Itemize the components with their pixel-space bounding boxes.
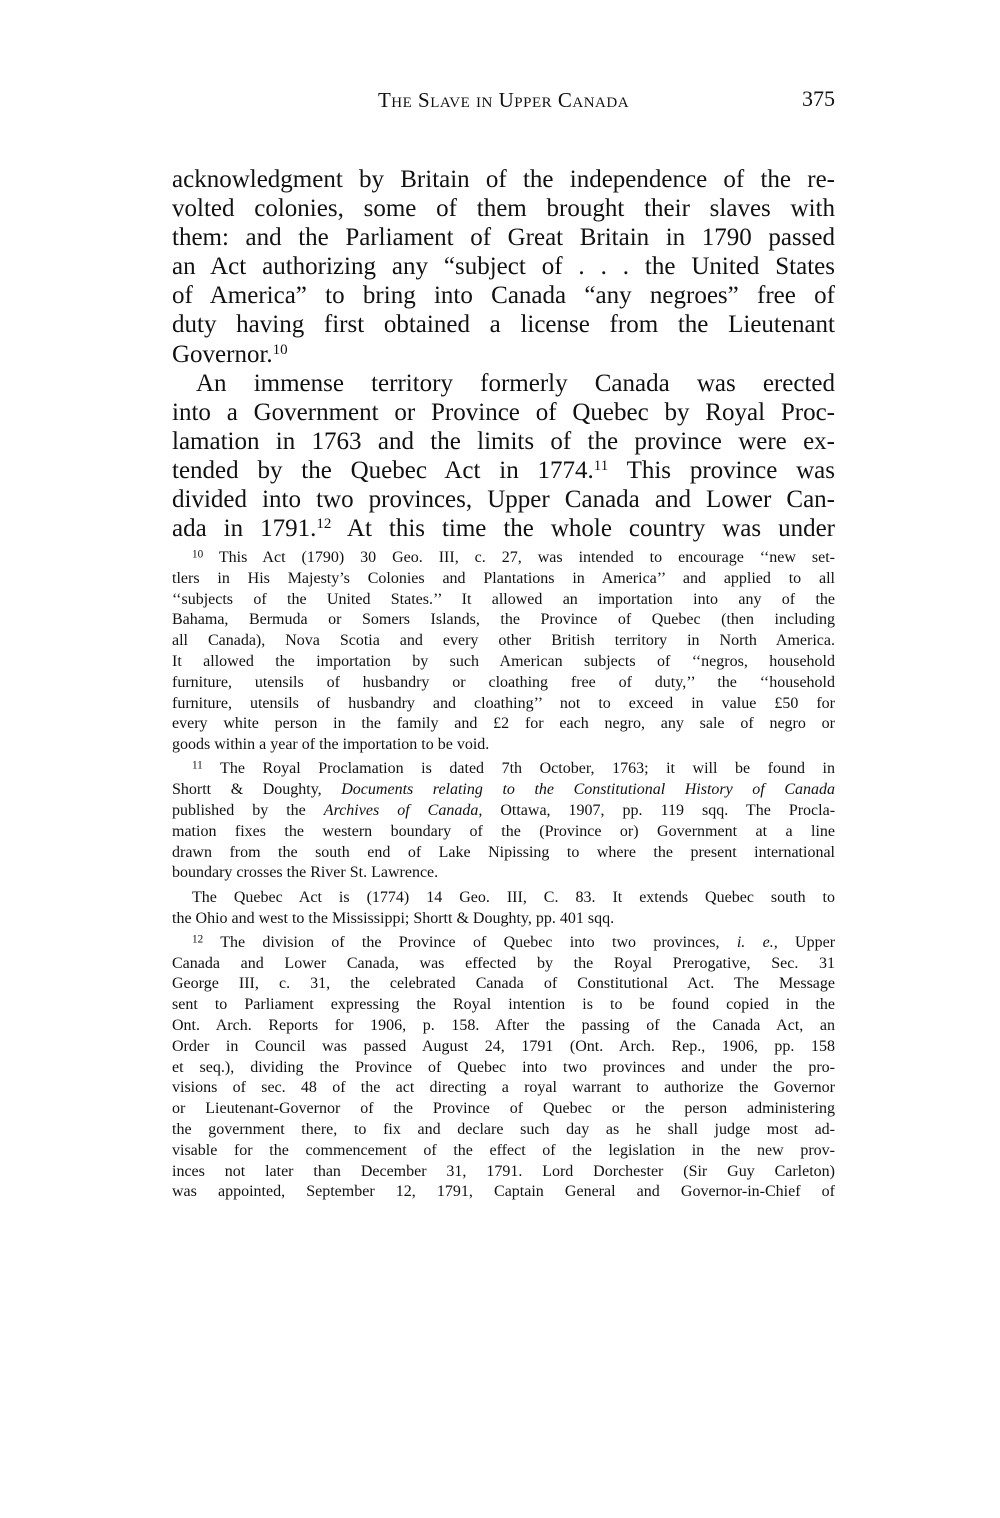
footnote-line: furniture, utensils of husbandry or cloathing free of duty,’’ the ‘‘household bbox=[172, 673, 835, 691]
footnote-paragraph bbox=[172, 933, 835, 1203]
footnote-line: mation fixes the western boundary of the (Province or) Government at a line bbox=[172, 822, 835, 840]
italic-title: i. e., bbox=[736, 933, 778, 951]
footnote-line: It allowed the importation by such American subjects of ‘‘negros, household bbox=[172, 652, 835, 670]
body-line: of America” to bring into Canada “any negroes” free of bbox=[172, 282, 835, 310]
footnote-line: was appointed, September 12, 1791, Captain General and Governor-in-Chief of bbox=[172, 1183, 835, 1201]
body-line: duty having first obtained a license from the Lieutenant bbox=[172, 311, 835, 339]
footnote-line: Canada and Lower Canada, was effected by the Royal Prerogative, Sec. 31 bbox=[172, 954, 835, 972]
footnote-line: visions of sec. 48 of the act directing a royal warrant to authorize the Governor bbox=[172, 1079, 835, 1097]
footnote-line: the government there, to fix and declare such day as he shall judge most ad- bbox=[172, 1121, 835, 1139]
body-line: tended by the Quebec Act in 1774.11 This province was bbox=[172, 456, 835, 484]
footnote-marker: 12 bbox=[192, 933, 204, 946]
italic-title: Archives of Canada, bbox=[323, 802, 483, 820]
footnote-line: Bahama, Bermuda or Somers Islands, the Province of Quebec (then including bbox=[172, 611, 835, 629]
footnote-marker: 11 bbox=[593, 457, 609, 474]
body-text bbox=[172, 165, 835, 543]
italic-title: Documents relating to the Constitutional History of Canada bbox=[341, 781, 835, 799]
footnote-line: boundary crosses the River St. Lawrence. bbox=[172, 864, 439, 882]
running-head bbox=[172, 86, 835, 116]
footnote-line: goods within a year of the importation to be void. bbox=[172, 736, 490, 754]
footnote-line: the Ohio and west to the Mississippi; Shortt & Doughty, pp. 401 sqq. bbox=[172, 909, 615, 927]
footnote-line: George III, c. 31, the celebrated Canada of Constitutional Act. The Message bbox=[172, 975, 835, 993]
footnote-line: Ont. Arch. Reports for 1906, p. 158. After the passing of the Canada Act, an bbox=[172, 1017, 835, 1035]
footnote-marker: 12 bbox=[316, 515, 332, 532]
footnote-line: sent to Parliament expressing the Royal intention is to be found copied in the bbox=[172, 996, 835, 1014]
body-paragraph bbox=[172, 165, 835, 369]
body-line: them: and the Parliament of Great Britain in 1790 passed bbox=[172, 224, 835, 252]
footnote-line: Order in Council was passed August 24, 1791 (Ont. Arch. Rep., 1906, pp. 158 bbox=[172, 1037, 835, 1055]
footnote-paragraph bbox=[172, 759, 835, 884]
footnote-line: all Canada), Nova Scotia and every other British territory in North America. bbox=[172, 632, 835, 650]
footnote-paragraph bbox=[172, 548, 835, 756]
page-number: 375 bbox=[802, 86, 835, 111]
body-line: lamation in 1763 and the limits of the province were ex- bbox=[172, 427, 835, 455]
footnote-line: every white person in the family and £2 for each negro, any sale of negro or bbox=[172, 715, 835, 733]
footnote-line: visable for the commencement of the effect of the legislation in the new prov- bbox=[172, 1141, 835, 1159]
body-line: volted colonies, some of them brought their slaves with bbox=[172, 195, 835, 223]
body-line: divided into two provinces, Upper Canada and Lower Can- bbox=[172, 486, 835, 514]
footnote-line: inces not later than December 31, 1791. Lord Dorchester (Sir Guy Carleton) bbox=[172, 1162, 835, 1180]
body-line: into a Government or Province of Quebec by Royal Proc- bbox=[172, 398, 835, 426]
body-line: Governor.$^{10}$ bbox=[172, 340, 288, 368]
footnote-line: tlers in His Majesty’s Colonies and Plantations in America’’ and applied to all bbox=[172, 569, 835, 587]
footnote-line: furniture, utensils of husbandry and cloathing’’ not to exceed in value £50 for bbox=[172, 694, 835, 712]
footnote-line: Shortt & Doughty, Documents relating to the Constitutional History of Canada bbox=[172, 781, 835, 799]
body-line: acknowledgment by Britain of the independence of the re- bbox=[172, 166, 835, 193]
body-line: an Act authorizing any “subject of . . . the United States bbox=[172, 253, 835, 281]
footnote-line: drawn from the south end of Lake Nipissing to where the present international bbox=[172, 843, 835, 861]
footnote-line: $^{12}$ The division of the Province of Quebec into two provinces, i. e., Upper bbox=[192, 933, 836, 951]
footnote-paragraph bbox=[172, 888, 835, 930]
footnote-line: published by the Archives of Canada, Ottawa, 1907, pp. 119 sqq. The Procla- bbox=[172, 802, 836, 820]
footnote-line: $^{10}$ This Act (1790) 30 Geo. III, c. 27, was intended to encourage ‘‘new set- bbox=[192, 548, 835, 566]
footnote-marker: 10 bbox=[192, 548, 204, 561]
footnote-marker: 11 bbox=[192, 760, 203, 772]
footnotes bbox=[172, 548, 835, 1203]
footnote-line: The Quebec Act is (1774) 14 Geo. III, C. 83. It extends Quebec south to bbox=[192, 888, 835, 906]
footnote-marker: 10 bbox=[272, 341, 288, 358]
footnote-line: et seq.), dividing the Province of Quebec into two provinces and under the pro- bbox=[172, 1058, 835, 1076]
running-head-title: The Slave in Upper Canada bbox=[377, 88, 630, 112]
body-line: An immense territory formerly Canada was erected bbox=[196, 369, 835, 397]
footnote-line: $^{11}$ The Royal Proclamation is dated 7th October, 1763; it will be found in bbox=[192, 760, 835, 778]
body-paragraph bbox=[172, 369, 835, 544]
body-line: ada in 1791.12 At this time the whole country was under bbox=[172, 515, 836, 543]
footnote-line: ‘‘subjects of the United States.’’ It allowed an importation into any of the bbox=[172, 590, 835, 608]
footnote-line: or Lieutenant-Governor of the Province of Quebec or the person administering bbox=[172, 1100, 835, 1118]
